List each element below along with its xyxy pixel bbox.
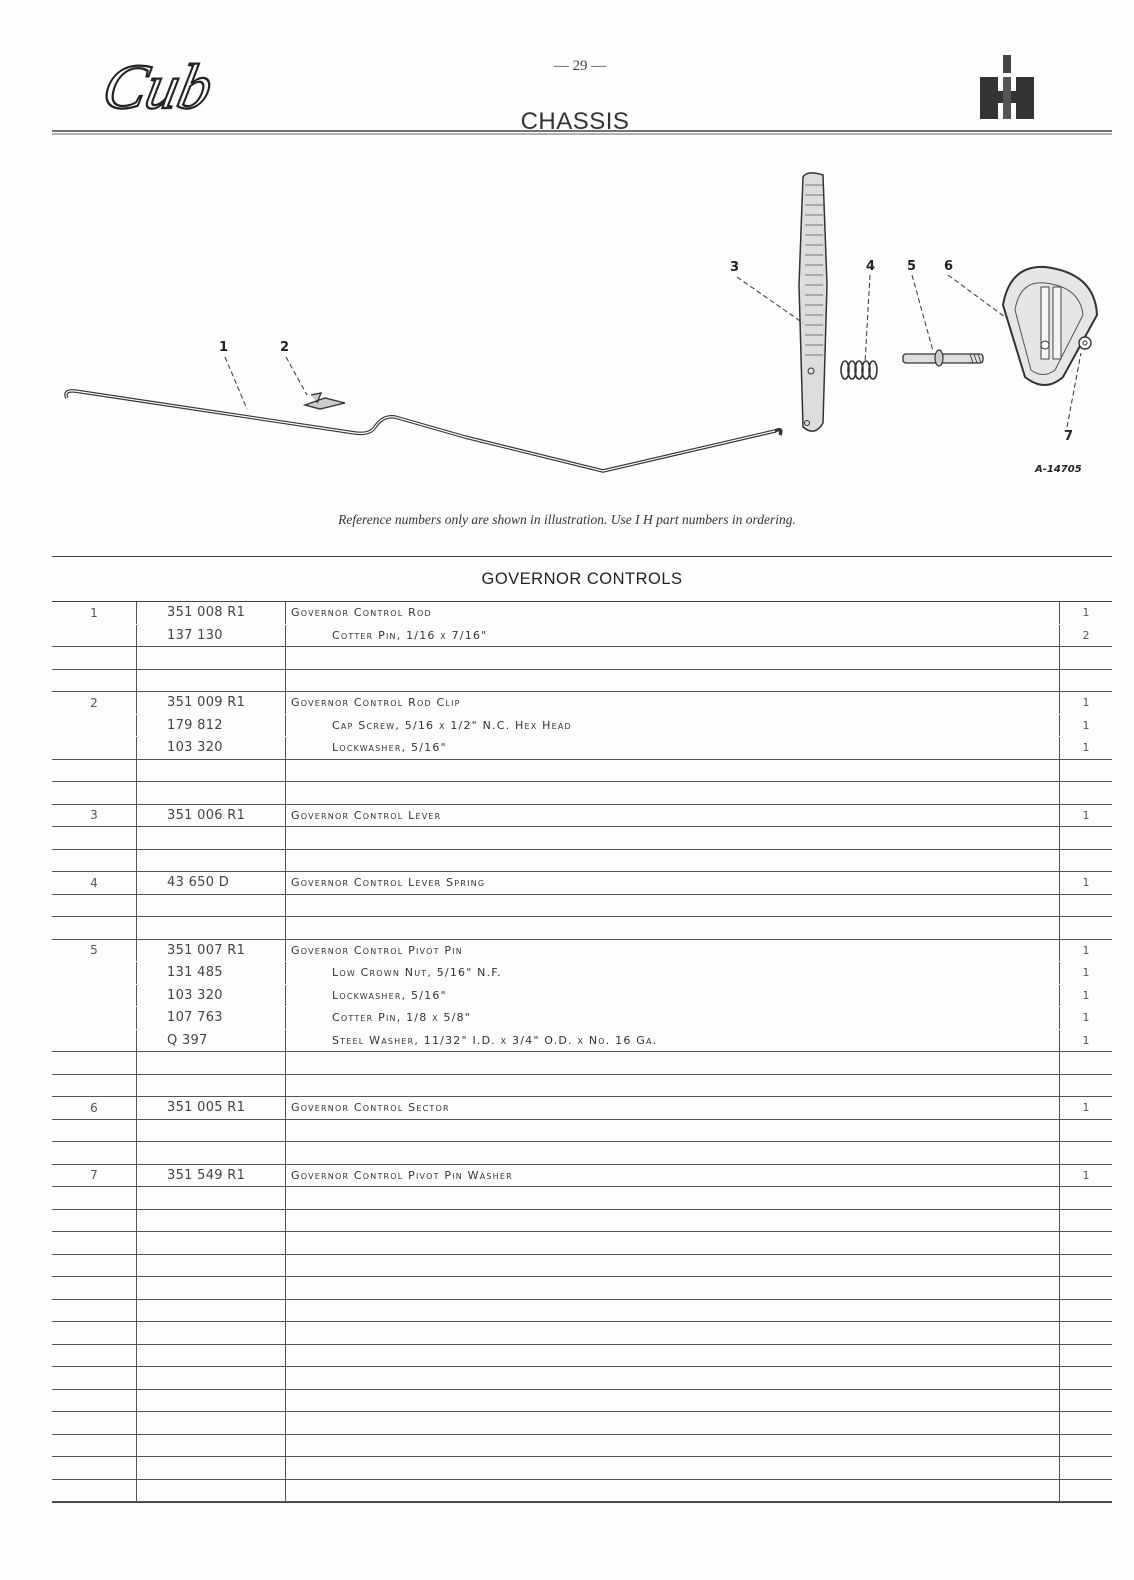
callout-4: 4 <box>866 259 876 274</box>
illustration-caption: Reference numbers only are shown in illustration. Use I H part numbers in ordering. <box>338 512 796 527</box>
part-description: Steel Washer, 11/32" I.D. x 3/4" O.D. x No. 16 Ga. <box>286 1030 1060 1052</box>
quantity <box>1060 1345 1112 1367</box>
part-number: 179 812 <box>137 715 286 737</box>
quantity: 1 <box>1082 988 1090 1002</box>
ref-number <box>52 1412 137 1434</box>
table-row <box>52 1412 1112 1435</box>
part-description: Governor Control Rod Clip <box>286 692 1060 714</box>
table-row <box>52 647 1112 670</box>
table-row <box>52 1007 1112 1030</box>
ref-number <box>52 1457 137 1479</box>
part-description <box>286 827 1060 849</box>
ref-number <box>52 962 137 984</box>
table-row <box>52 1210 1112 1233</box>
ref-number <box>52 625 137 647</box>
part-description <box>286 1300 1060 1322</box>
part-number <box>137 1210 286 1232</box>
ref-number <box>52 782 137 804</box>
quantity: 1 <box>1082 808 1090 822</box>
part-description: Governor Control Lever <box>286 805 1060 827</box>
part-number <box>137 670 286 692</box>
ref-number <box>52 985 137 1007</box>
quantity <box>1060 1210 1112 1232</box>
part-description <box>286 1255 1060 1277</box>
quantity <box>1060 647 1112 669</box>
pivot-pin <box>903 350 983 366</box>
table-row <box>52 1165 1112 1188</box>
table-row <box>52 1255 1112 1278</box>
part-description: Cap Screw, 5/16 x 1/2" N.C. Hex Head <box>286 715 1060 737</box>
page-number: — 29 — <box>553 58 607 74</box>
table-row <box>52 1300 1112 1323</box>
part-number <box>137 1435 286 1457</box>
part-number <box>137 647 286 669</box>
part-number <box>137 850 286 872</box>
ref-number <box>52 1367 137 1389</box>
part-description: Cotter Pin, 1/16 x 7/16" <box>286 625 1060 647</box>
ref-number <box>52 1187 137 1209</box>
part-description <box>286 1187 1060 1209</box>
ref-number <box>52 1210 137 1232</box>
part-number <box>137 1390 286 1412</box>
part-number <box>137 1457 286 1479</box>
ref-number: 2 <box>52 692 137 714</box>
ref-number: 5 <box>52 940 137 962</box>
part-description <box>286 1232 1060 1254</box>
table-row <box>52 985 1112 1008</box>
ref-number: 4 <box>52 872 137 894</box>
ref-number <box>52 1232 137 1254</box>
ref-number <box>52 895 137 917</box>
ref-number <box>52 1007 137 1029</box>
part-number: 103 320 <box>137 737 286 759</box>
table-row <box>52 1435 1112 1458</box>
part-description: Lockwasher, 5/16" <box>286 985 1060 1007</box>
part-description: Cotter Pin, 1/8 x 5/8" <box>286 1007 1060 1029</box>
part-number <box>137 917 286 939</box>
ref-number <box>52 715 137 737</box>
ref-number <box>52 1345 137 1367</box>
part-description <box>286 1435 1060 1457</box>
part-description <box>286 760 1060 782</box>
part-number <box>137 1120 286 1142</box>
table-row <box>52 917 1112 940</box>
callout-7: 7 <box>1064 429 1074 444</box>
governor-controls-illustration <box>55 165 1115 495</box>
part-description <box>286 917 1060 939</box>
part-description <box>286 670 1060 692</box>
svg-text:Cub: Cub <box>97 50 219 122</box>
quantity <box>1060 850 1112 872</box>
pivot-pin-washer <box>1079 337 1091 349</box>
part-number: 137 130 <box>137 625 286 647</box>
table-row <box>52 805 1112 828</box>
quantity <box>1060 895 1112 917</box>
quantity: 1 <box>1082 1101 1090 1115</box>
part-number <box>137 1075 286 1097</box>
table-row <box>52 1142 1112 1165</box>
part-number: Q 397 <box>137 1030 286 1052</box>
table-row <box>52 1097 1112 1120</box>
lever-spring <box>841 361 877 379</box>
table-row <box>52 1120 1112 1143</box>
cub-logo <box>97 42 222 122</box>
quantity <box>1060 1412 1112 1434</box>
quantity <box>1060 1480 1112 1502</box>
quantity: 2 <box>1082 628 1090 642</box>
control-lever <box>799 173 827 431</box>
table-row <box>52 940 1112 963</box>
part-description: Lockwasher, 5/16" <box>286 737 1060 759</box>
quantity <box>1060 1142 1112 1164</box>
part-description <box>286 1277 1060 1299</box>
ih-logo <box>980 55 1034 119</box>
ref-number <box>52 737 137 759</box>
part-number <box>137 1480 286 1502</box>
table-row <box>52 670 1112 693</box>
callout-1: 1 <box>219 340 229 355</box>
quantity: 1 <box>1082 606 1090 620</box>
part-description <box>286 1480 1060 1502</box>
table-row <box>52 625 1112 648</box>
table-row <box>52 850 1112 873</box>
part-number <box>137 1300 286 1322</box>
table-row <box>52 1367 1112 1390</box>
quantity: 1 <box>1082 1033 1090 1047</box>
ref-number <box>52 1480 137 1502</box>
table-row <box>52 1457 1112 1480</box>
parts-table <box>52 556 1112 1503</box>
control-sector <box>1003 267 1097 385</box>
part-description: Governor Control Pivot Pin Washer <box>286 1165 1060 1187</box>
callout-3: 3 <box>730 260 740 275</box>
table-row <box>52 1075 1112 1098</box>
table-row <box>52 1322 1112 1345</box>
ref-number: 3 <box>52 805 137 827</box>
table-row <box>52 1052 1112 1075</box>
table-row <box>52 1390 1112 1413</box>
quantity <box>1060 827 1112 849</box>
rod-clip <box>305 393 345 409</box>
part-number: 131 485 <box>137 962 286 984</box>
part-number: 351 009 R1 <box>137 692 286 714</box>
part-number: 351 008 R1 <box>137 602 286 624</box>
part-description: Governor Control Pivot Pin <box>286 940 1060 962</box>
table-row <box>52 602 1112 625</box>
callout-6: 6 <box>944 259 954 274</box>
ref-number <box>52 1322 137 1344</box>
part-description <box>286 1052 1060 1074</box>
ref-number: 1 <box>52 602 137 624</box>
part-number: 107 763 <box>137 1007 286 1029</box>
quantity: 1 <box>1082 741 1090 755</box>
quantity <box>1060 670 1112 692</box>
ref-number <box>52 850 137 872</box>
quantity <box>1060 1075 1112 1097</box>
ref-number: 6 <box>52 1097 137 1119</box>
ref-number <box>52 670 137 692</box>
quantity <box>1060 1367 1112 1389</box>
governor-control-rod <box>66 391 781 471</box>
quantity <box>1060 1277 1112 1299</box>
table-row <box>52 1030 1112 1053</box>
part-description: Governor Control Sector <box>286 1097 1060 1119</box>
quantity <box>1060 1435 1112 1457</box>
part-number: 351 005 R1 <box>137 1097 286 1119</box>
ref-number: 7 <box>52 1165 137 1187</box>
part-number <box>137 1142 286 1164</box>
quantity <box>1060 1457 1112 1479</box>
part-number: 351 549 R1 <box>137 1165 286 1187</box>
quantity: 1 <box>1082 696 1090 710</box>
part-description: Low Crown Nut, 5/16" N.F. <box>286 962 1060 984</box>
part-number <box>137 782 286 804</box>
ref-number <box>52 1255 137 1277</box>
quantity: 1 <box>1082 1168 1090 1182</box>
ref-number <box>52 647 137 669</box>
part-description: Governor Control Lever Spring <box>286 872 1060 894</box>
callout-2: 2 <box>280 340 290 355</box>
quantity: 1 <box>1082 1011 1090 1025</box>
table-row <box>52 895 1112 918</box>
part-number: 351 007 R1 <box>137 940 286 962</box>
quantity: 1 <box>1082 876 1090 890</box>
ref-number <box>52 1277 137 1299</box>
header-rule <box>52 130 1112 135</box>
part-description: Governor Control Rod <box>286 602 1060 624</box>
figure-id: A-14705 <box>1035 464 1082 475</box>
table-row <box>52 827 1112 850</box>
part-number <box>137 760 286 782</box>
part-number <box>137 1367 286 1389</box>
part-description <box>286 895 1060 917</box>
part-number <box>137 1232 286 1254</box>
quantity <box>1060 1052 1112 1074</box>
quantity: 1 <box>1082 943 1090 957</box>
quantity <box>1060 1390 1112 1412</box>
quantity <box>1060 1255 1112 1277</box>
ref-number <box>52 1390 137 1412</box>
quantity <box>1060 1300 1112 1322</box>
quantity <box>1060 1120 1112 1142</box>
table-row <box>52 692 1112 715</box>
part-description <box>286 1367 1060 1389</box>
part-number <box>137 827 286 849</box>
ref-number <box>52 1300 137 1322</box>
part-description <box>286 647 1060 669</box>
part-description <box>286 782 1060 804</box>
part-description <box>286 1210 1060 1232</box>
quantity <box>1060 1232 1112 1254</box>
ref-number <box>52 1120 137 1142</box>
quantity <box>1060 760 1112 782</box>
part-description <box>286 1322 1060 1344</box>
part-description <box>286 1120 1060 1142</box>
ref-number <box>52 1435 137 1457</box>
ref-number <box>52 1052 137 1074</box>
table-row <box>52 1480 1112 1503</box>
part-description <box>286 1390 1060 1412</box>
part-number <box>137 1052 286 1074</box>
table-row <box>52 782 1112 805</box>
quantity <box>1060 917 1112 939</box>
table-row <box>52 872 1112 895</box>
part-number: 351 006 R1 <box>137 805 286 827</box>
ref-number <box>52 827 137 849</box>
ref-number <box>52 917 137 939</box>
quantity <box>1060 1187 1112 1209</box>
quantity: 1 <box>1082 718 1090 732</box>
callout-5: 5 <box>907 259 917 274</box>
quantity: 1 <box>1082 966 1090 980</box>
table-row <box>52 760 1112 783</box>
quantity <box>1060 782 1112 804</box>
part-description <box>286 1345 1060 1367</box>
part-number <box>137 1255 286 1277</box>
table-row <box>52 1345 1112 1368</box>
ref-number <box>52 1030 137 1052</box>
quantity <box>1060 1322 1112 1344</box>
part-number: 43 650 D <box>137 872 286 894</box>
part-number <box>137 1277 286 1299</box>
part-description <box>286 1412 1060 1434</box>
part-number <box>137 1412 286 1434</box>
part-number <box>137 1345 286 1367</box>
ref-number <box>52 1142 137 1164</box>
table-row <box>52 962 1112 985</box>
table-row <box>52 1232 1112 1255</box>
ref-number <box>52 760 137 782</box>
table-row <box>52 1187 1112 1210</box>
part-number <box>137 1187 286 1209</box>
part-number: 103 320 <box>137 985 286 1007</box>
section-title: CHASSIS <box>520 108 630 135</box>
part-description <box>286 1142 1060 1164</box>
table-title: GOVERNOR CONTROLS <box>52 557 1112 602</box>
part-number <box>137 895 286 917</box>
part-description <box>286 850 1060 872</box>
part-description <box>286 1457 1060 1479</box>
table-row <box>52 737 1112 760</box>
part-description <box>286 1075 1060 1097</box>
ref-number <box>52 1075 137 1097</box>
table-rows <box>52 602 1112 1502</box>
part-number <box>137 1322 286 1344</box>
table-row <box>52 1277 1112 1300</box>
table-row <box>52 715 1112 738</box>
